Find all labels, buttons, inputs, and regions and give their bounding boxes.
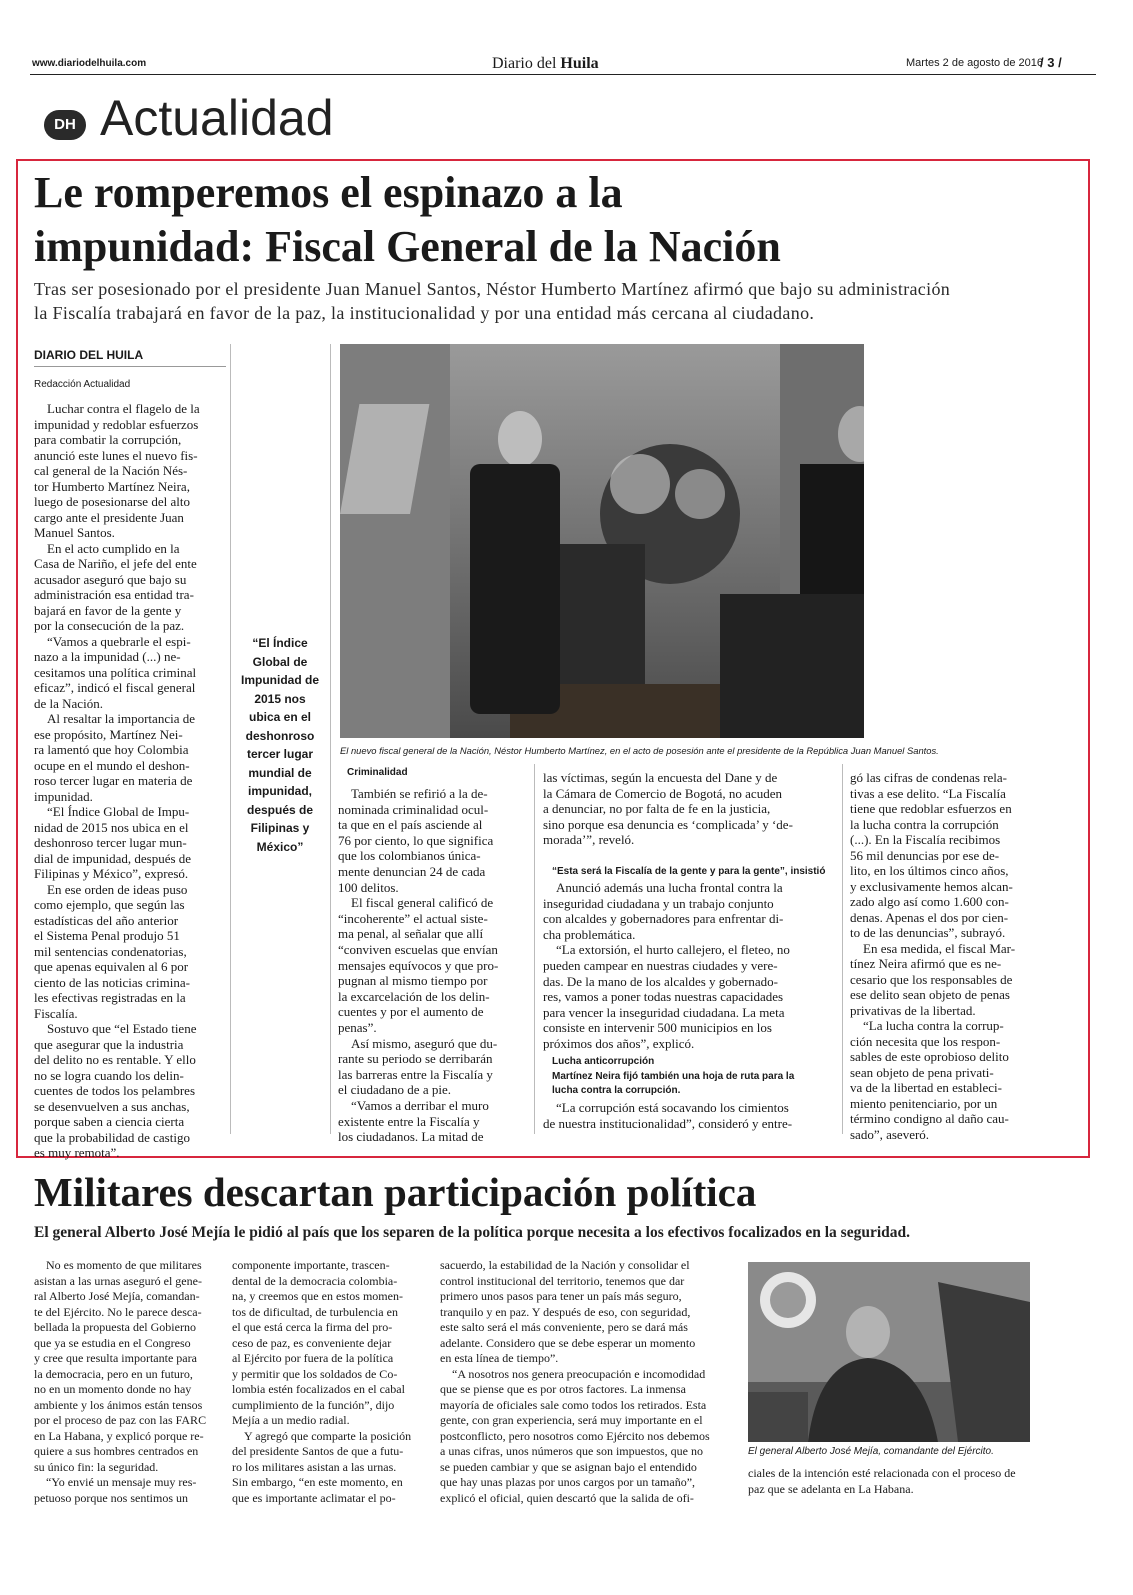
masthead-rule <box>30 74 1096 75</box>
text-line: se pueden cambiar y que se asignan bajo el entendido <box>440 1459 697 1474</box>
text-line: término condigno al daño cau- <box>850 1111 1009 1126</box>
text-line: el que está cerca la firma del pro- <box>232 1320 393 1334</box>
text-line: (...). En la Fiscalía recibimos <box>850 832 1001 847</box>
text-line: cuentes de todos los pelambres <box>34 1083 196 1098</box>
text-line: mente denuncian 24 de cada <box>338 864 486 879</box>
text-line: sado”, aseveró. <box>850 1126 930 1142</box>
text-line: nominada criminalidad ocul- <box>338 801 489 817</box>
text-line: cargo ante el presidente Juan <box>34 509 184 525</box>
text-line: que asegurar que la industria <box>34 1036 184 1052</box>
text-line: primero unos pasos para tener un país más seguro, <box>440 1289 682 1303</box>
text-line: to de las denuncias”, subrayó. <box>850 925 1006 940</box>
text-line: “incoherente” el actual siste- <box>338 910 488 926</box>
text-line: 100 delitos. <box>338 879 399 895</box>
text-line: “La corrupción está socavando los cimientos <box>543 1100 789 1115</box>
text-line: tor Humberto Martínez Neira, <box>34 478 190 494</box>
text-line: tranquilo y en paz. Y después de eso, con seguridad, <box>440 1304 691 1319</box>
text-line: 56 mil denuncias por ese de- <box>850 847 1000 863</box>
text-line: componente importante, trascen- <box>232 1258 390 1272</box>
text-line: tínez Neira afirmó que es ne- <box>850 956 1002 971</box>
ceremony-photo-icon <box>340 344 864 738</box>
text-line: la lucha contra la corrupción <box>850 816 999 832</box>
dh-logo-icon: DH <box>44 110 86 140</box>
text-line: la excarcelación de los delin- <box>338 988 490 1004</box>
text-line: na, y creemos que en estos momen- <box>232 1289 403 1303</box>
subhead-lucha-2: Martínez Neira fijó también una hoja de ruta para la <box>552 1071 795 1082</box>
website-url: www.diariodelhuila.com <box>32 58 147 69</box>
text-line: sino porque esa denuncia es ‘complicada’ y ‘de- <box>543 816 793 832</box>
column-divider <box>230 344 231 1134</box>
text-line: nidad de 2015 nos ubica en el <box>34 819 189 835</box>
text-line: se desenvuelven a sus anchas, <box>34 1098 190 1114</box>
text-line: tos de dificultad, de turbulencia en <box>232 1304 398 1319</box>
text-line: lombia estén focalizados en el cabal <box>232 1382 405 1396</box>
text-line: mensajes equívocos y que pro- <box>338 957 499 973</box>
photo-swearing-in <box>340 344 864 738</box>
text-line: que hay unas plazas por unos cargos por un tamaño”, <box>440 1475 696 1489</box>
text-line: sean objeto de pena privati- <box>850 1064 994 1080</box>
paper-name: Diario del Huila <box>492 55 599 72</box>
text-line: roso tercer lugar en materia de <box>34 773 193 788</box>
text-line: mayoría de oficiales sale como todos los retirados. Esta <box>440 1397 707 1412</box>
text-line: ambiente y los ánimos están tensos <box>34 1397 203 1412</box>
text-line: miento penitenciario, por un <box>850 1095 998 1111</box>
text-line: zado algo así como 1.600 con- <box>850 894 1009 909</box>
text-line: ro los militares asistan a las urnas. <box>232 1459 397 1474</box>
text-line: bellada la propuesta del Gobierno <box>34 1320 196 1334</box>
text-line: administración esa entidad tra- <box>34 587 194 602</box>
headline-line-1: Le romperemos el espinazo a la <box>34 168 623 217</box>
subhead-fiscalia: “Esta será la Fiscalía de la gente y para la gente”, insistió <box>552 866 826 877</box>
column-divider <box>330 344 331 1134</box>
text-line: nazo a la impunidad (...) ne- <box>34 649 181 664</box>
issue-date: Martes 2 de agosto de 2016 <box>906 57 1043 69</box>
text-line: los ciudadanos. La mitad de <box>338 1129 484 1145</box>
text-line: “Vamos a quebrarle el espi- <box>34 633 191 649</box>
text-line: en La Habana, y explicó porque re- <box>34 1428 204 1443</box>
text-line: quiere a sus hombres centrados en <box>34 1444 199 1458</box>
text-line: “La extorsión, el hurto callejero, el fleteo, no <box>543 942 790 958</box>
text-line: Así mismo, aseguró que du- <box>338 1035 498 1051</box>
text-line: pugnan al mismo tiempo por <box>338 973 488 989</box>
column-divider <box>842 764 843 1134</box>
text-line: explicó el oficial, quien descartó que la salida de ofi- <box>440 1490 694 1505</box>
subhead-lucha-3: lucha contra la corrupción. <box>552 1085 681 1096</box>
text-line: próximos dos años”, explicó. <box>543 1036 695 1051</box>
section-title: Actualidad <box>100 90 334 146</box>
text-line: petuoso porque nos sentimos un <box>34 1490 188 1505</box>
text-line: 76 por ciento, lo que significa <box>338 832 494 848</box>
text-line: cal general de la Nación Nés- <box>34 463 188 478</box>
byline: DIARIO DEL HUILA <box>34 348 144 362</box>
dek-line-2: la Fiscalía trabajará en favor de la paz, la institucionalidad y por una entidad más cercana al ciudadano. <box>34 303 815 323</box>
dek-line-1: Tras ser posesionado por el presidente Juan Manuel Santos, Néstor Humberto Martínez afirmó que bajo su administración <box>34 279 951 299</box>
text-line: El fiscal general calificó de <box>338 895 494 911</box>
headline-line-2: impunidad: Fiscal General de la Nación <box>34 222 781 271</box>
dek-2: El general Alberto José Mejía le pidió al país que los separen de la política porque necesita a los efectivos focalizados en la seguridad. <box>34 1224 911 1241</box>
text-line: y exclusivamente hemos alcan- <box>850 878 1013 894</box>
text-line: Casa de Nariño, el jefe del ente <box>34 556 197 571</box>
text-line: dental de la democracia colombia- <box>232 1273 398 1288</box>
text-line: morada’”, reveló. <box>543 832 635 848</box>
redaccion-credit: Redacción Actualidad <box>34 379 131 390</box>
text-line: Manuel Santos. <box>34 525 115 540</box>
text-line: este salto será el más conveniente, pero se dará más <box>440 1320 688 1334</box>
text-line: cesario que los responsables de <box>850 971 1013 987</box>
text-line: cumplimiento de la función”, dijo <box>232 1397 395 1412</box>
text-line: consiste en intervenir 500 municipios en los <box>543 1020 772 1036</box>
text-line: tiene que redoblar esfuerzos en <box>850 801 1012 816</box>
headline-2: Militares descartan participación política <box>34 1169 757 1215</box>
text-line: En el acto cumplido en la <box>34 540 180 556</box>
text-line: de nuestra institucionalidad”, consideró y entre- <box>543 1115 793 1131</box>
text-line: sacuerdo, la estabilidad de la Nación y consolidar el <box>440 1258 690 1272</box>
photo-caption: El nuevo fiscal general de la Nación, Néstor Humberto Martínez, en el acto de posesión ante el presidente de la República Juan Manuel Santos. <box>340 745 939 756</box>
photo-caption-2: El general Alberto José Mejía, comandante del Ejército. <box>748 1446 994 1457</box>
text-line: “La lucha contra la corrup- <box>850 1018 1004 1033</box>
text-line: adelante. Considero que se debe esperar un momento <box>440 1335 696 1350</box>
text-line: pueden campear en nuestras ciudades y vere- <box>543 958 778 973</box>
text-line: “conviven escuelas que envían <box>338 942 498 957</box>
text-line: cesitamos una política criminal <box>34 664 197 680</box>
text-line: ral Alberto José Mejía, comandan- <box>34 1289 200 1303</box>
text-line: Fiscalía. <box>34 1005 78 1021</box>
text-line: y cree que resulta importante para <box>34 1351 197 1365</box>
text-line: tivas a ese delito. “La Fiscalía <box>850 785 1006 801</box>
text-line: paz que se adelanta en La Habana. <box>748 1481 914 1496</box>
text-line: Al resaltar la importancia de <box>34 711 195 726</box>
text-line: es muy remota”. <box>34 1145 120 1160</box>
subhead-lucha: Lucha anticorrupción <box>552 1056 655 1067</box>
text-line: bajará en favor de la gente y <box>34 602 182 618</box>
text-line: dial de impunidad, después de <box>34 850 192 866</box>
text-line: ciales de la intención esté relacionada con el proceso de <box>748 1466 1016 1480</box>
text-line: y permitir que los soldados de Co- <box>232 1366 398 1381</box>
text-line: Y agregó que comparte la posición <box>232 1428 412 1443</box>
text-line: impunidad. <box>34 788 93 804</box>
text-line: denas. Apenas el dos por cien- <box>850 909 1009 925</box>
text-line: te del Ejército. No le parece desca- <box>34 1304 202 1319</box>
text-line: no se logra cuando los delin- <box>34 1067 184 1083</box>
text-line: Sostuvo que “el Estado tiene <box>34 1021 197 1036</box>
text-line: “Yo envié un mensaje muy res- <box>34 1475 197 1489</box>
text-line: al Ejército por fuera de la política <box>232 1351 394 1365</box>
text-line: que los colombianos única- <box>338 848 481 864</box>
text-line: impunidad y redoblar esfuerzos <box>34 416 199 432</box>
text-line: control institucional del territorio, tenemos que dar <box>440 1273 685 1288</box>
text-line: deshonroso tercer lugar mun- <box>34 835 187 850</box>
subhead-criminalidad: Criminalidad <box>347 767 408 778</box>
text-line: penas”. <box>338 1020 377 1035</box>
text-line: ción necesita que los respon- <box>850 1033 1001 1049</box>
text-line: eficaz”, indicó el fiscal general <box>34 680 196 695</box>
text-line: en esta línea de tiempo”. <box>440 1351 559 1365</box>
text-line: las víctimas, según la encuesta del Dane y de <box>543 770 778 785</box>
byline-rule <box>34 366 226 367</box>
text-line: que se piense que es por otros factores. La inmensa <box>440 1382 686 1396</box>
text-line: Mejía a un medio radial. <box>232 1413 350 1427</box>
text-line: su único fin: la seguridad. <box>34 1459 159 1474</box>
text-line: luego de posesionarse del alto <box>34 494 190 509</box>
text-line: acusador aseguró que bajo su <box>34 571 187 587</box>
text-line: no en un momento donde no hay <box>34 1382 192 1396</box>
text-line: para vencer la inseguridad ciudadana. La meta <box>543 1004 785 1020</box>
text-line: que la probabilidad de castigo <box>34 1129 190 1145</box>
text-line: el ciudadano de a pie. <box>338 1082 451 1098</box>
text-line: para combatir la corrupción, <box>34 432 182 447</box>
text-line: a unas cifras, unos números que son impuestos, que no <box>440 1444 703 1458</box>
text-line: “El Índice Global de Impu- <box>34 804 190 819</box>
text-line: sables de este oprobioso delito <box>850 1049 1009 1064</box>
text-line: anunció este lunes el nuevo fis- <box>34 447 198 463</box>
text-line: res, vamos a poner todas nuestras capacidades <box>543 989 784 1005</box>
text-line: ese propósito, Martínez Nei- <box>34 726 183 742</box>
text-line: rante su periodo se derribarán <box>338 1051 493 1067</box>
text-line: Anunció además una lucha frontal contra la <box>543 880 783 895</box>
text-line: la Cámara de Comercio de Bogotá, no acuden <box>543 785 782 801</box>
text-line: cha problemática. <box>543 926 636 942</box>
text-line: existente entre la Fiscalía y <box>338 1113 480 1129</box>
text-line: les efectivas registradas en la <box>34 990 186 1005</box>
text-line: ra lamentó que hoy Colombia <box>34 742 189 757</box>
text-line: que ya se estudia en el Congreso <box>34 1335 191 1350</box>
text-line: ocupe en el mundo el deshon- <box>34 757 190 773</box>
text-line: que es importante aclimatar el po- <box>232 1490 396 1505</box>
text-line: privativas de la libertad. <box>850 1002 976 1018</box>
text-line: la democracia, pero en un futuro, <box>34 1366 193 1381</box>
text-line: porque saben a ciencia cierta <box>34 1114 185 1129</box>
text-line: mil sentencias condenatorias, <box>34 943 187 959</box>
general-photo-icon <box>748 1262 1030 1442</box>
column-divider <box>534 764 535 1134</box>
text-line: “Vamos a derribar el muro <box>338 1098 489 1113</box>
text-line: gente, con gran experiencia, será muy importante en el <box>440 1413 703 1427</box>
text-line: Filipinas y México”, expresó. <box>34 866 189 881</box>
text-line: ese delito sean objeto de penas <box>850 987 1010 1002</box>
text-line: asistan a las urnas aseguró el gene- <box>34 1273 202 1288</box>
text-line: También se refirió a la de- <box>338 786 488 801</box>
text-line: gó las cifras de condenas rela- <box>850 770 1008 785</box>
text-line: como ejemplo, que según las <box>34 897 185 912</box>
text-line: ma penal, al señalar que allí <box>338 926 484 942</box>
pull-quote: “El Índice Global de Impunidad de 2015 nos ubica en el deshonroso tercer lugar mundial de impunidad, después de Filipinas y México” <box>241 636 319 854</box>
text-line: por la consecución de la paz. <box>34 618 185 633</box>
text-line: Luchar contra el flagelo de la <box>34 401 200 416</box>
text-line: a denunciar, no por falta de fe en la justicia, <box>543 801 771 817</box>
text-line: Sin embargo, “en este momento, en <box>232 1475 403 1489</box>
text-line: que apenas equivalen al 6 por <box>34 959 189 974</box>
text-line: del delito no es rentable. Y ello <box>34 1052 196 1067</box>
text-line: ciento de las noticias crimina- <box>34 974 190 990</box>
text-line: con alcaldes y gobernadores para enfrentar di- <box>543 911 784 927</box>
text-line: inseguridad ciudadana y un trabajo conjunto <box>543 895 774 911</box>
page-number: / 3 / <box>1040 55 1062 70</box>
text-line: En ese orden de ideas puso <box>34 881 188 897</box>
text-line: de la Nación. <box>34 695 103 711</box>
photo-general <box>748 1262 1030 1442</box>
text-line: En esa medida, el fiscal Mar- <box>850 940 1016 956</box>
text-line: ta que en el país asciende al <box>338 817 483 833</box>
text-line: No es momento de que militares <box>34 1258 202 1272</box>
text-line: das. De la mano de los alcaldes y gobernado- <box>543 973 779 989</box>
text-line: cuentes y por el aumento de <box>338 1004 484 1020</box>
text-line: por el proceso de paz con las FARC <box>34 1413 207 1427</box>
text-line: las barreras entre la Fiscalía y <box>338 1066 493 1082</box>
text-line: lito, en los últimos cinco años, <box>850 863 1009 878</box>
text-line: “A nosotros nos genera preocupación e incomodidad <box>440 1366 706 1381</box>
text-line: el Sistema Penal produjo 51 <box>34 928 180 943</box>
text-line: postconflicto, pero nosotros como Ejército nos debemos <box>440 1428 710 1443</box>
text-line: del presidente Santos de que a futu- <box>232 1444 404 1458</box>
text-line: ceso de paz, es conveniente dejar <box>232 1335 392 1350</box>
text-line: estadísticas del año anterior <box>34 912 179 928</box>
text-line: va de la libertad en estableci- <box>850 1080 1002 1095</box>
